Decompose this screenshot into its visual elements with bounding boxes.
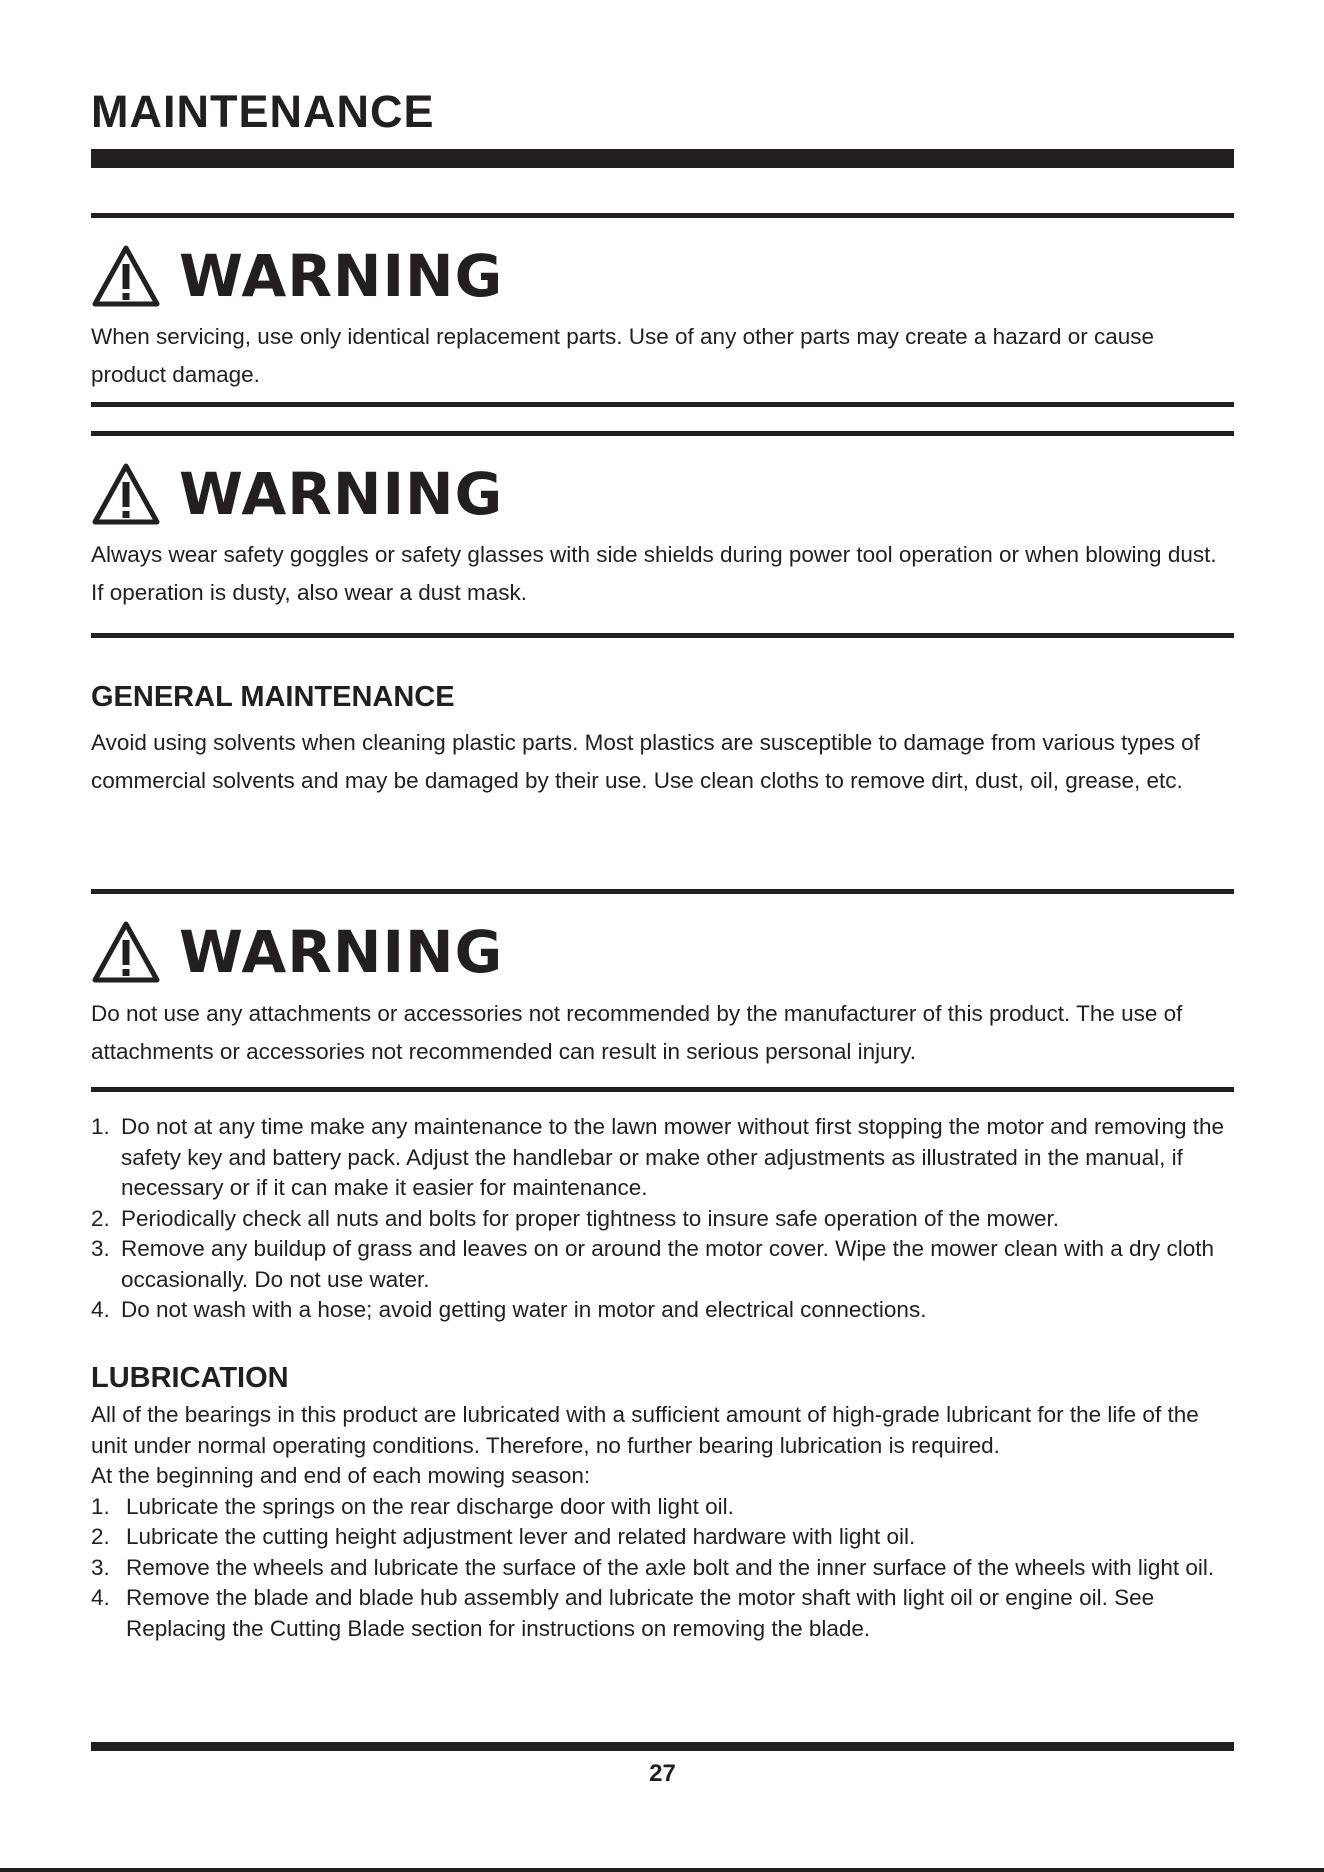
page-bottom-edge bbox=[0, 1868, 1324, 1872]
warning-bottom-rule bbox=[91, 402, 1234, 407]
list-item: 2. Periodically check all nuts and bolts for proper tightness to insure safe operation of the mower. bbox=[91, 1205, 1060, 1231]
warning-text: When servicing, use only identical replacement parts. Use of any other parts may create a hazard or cause product damage. bbox=[91, 324, 1155, 387]
warning-heading bbox=[91, 242, 503, 310]
list-item: 1. Do not at any time make any maintenance to the lawn mower without first stopping the motor and removing the safety key and battery pack. Adjust the handlebar or make other adjustments as illustrated in the manual, if necessary or if it can make it easier for maintenance. bbox=[91, 1114, 1225, 1200]
warning-heading bbox=[91, 460, 503, 528]
footer-rule bbox=[91, 1742, 1234, 1751]
warning-triangle-icon bbox=[91, 920, 161, 984]
warning-label: WARNING bbox=[179, 242, 504, 310]
list-item: 1. Lubricate the springs on the rear discharge door with light oil. bbox=[91, 1493, 734, 1519]
lubrication-body bbox=[91, 1400, 1234, 1644]
section-heading-lubrication: LUBRICATION bbox=[91, 1362, 289, 1394]
warning-top-rule bbox=[91, 431, 1234, 436]
warning-triangle-icon bbox=[91, 462, 161, 526]
page-title: MAINTENANCE bbox=[91, 86, 435, 137]
lubrication-intro: All of the bearings in this product are lubricated with a sufficient amount of high-grade lubricant for the life of the unit under normal operating conditions. Therefore, no further bearing lubrication is required. bbox=[91, 1402, 1199, 1458]
lubrication-steps-list bbox=[91, 1492, 1234, 1645]
warning-top-rule bbox=[91, 889, 1234, 894]
warning-bottom-rule bbox=[91, 633, 1234, 638]
warning-text: Do not use any attachments or accessories not recommended by the manufacturer of this product. The use of attachments or accessories not recommended can result in serious personal injury. bbox=[91, 1001, 1183, 1064]
maintenance-steps-list bbox=[91, 1112, 1234, 1326]
warning-top-rule bbox=[91, 213, 1234, 218]
list-item: 3. Remove any buildup of grass and leaves on or around the motor cover. Wipe the mower clean with a dry cloth occasionally. Do not use water. bbox=[91, 1236, 1215, 1292]
warning-text: Always wear safety goggles or safety glasses with side shields during power tool operation or when blowing dust. If operation is dusty, also wear a dust mask. bbox=[91, 542, 1217, 605]
list-item: 3. Remove the wheels and lubricate the surface of the axle bolt and the inner surface of the wheels with light oil. bbox=[91, 1554, 1215, 1580]
page-number: 27 bbox=[649, 1760, 676, 1787]
warning-label: WARNING bbox=[179, 918, 504, 986]
list-item: 4. Remove the blade and blade hub assembly and lubricate the motor shaft with light oil or engine oil. See Replacing the Cutting Blade section for instructions on removing the blade. bbox=[91, 1585, 1155, 1641]
warning-heading bbox=[91, 918, 503, 986]
list-item: 4. Do not wash with a hose; avoid getting water in motor and electrical connections. bbox=[91, 1297, 927, 1322]
lubrication-season: At the beginning and end of each mowing season: bbox=[91, 1463, 591, 1488]
warning-triangle-icon bbox=[91, 244, 161, 308]
section-heading-general-maintenance: GENERAL MAINTENANCE bbox=[91, 681, 455, 713]
warning-label: WARNING bbox=[179, 460, 504, 528]
list-item: 2. Lubricate the cutting height adjustment lever and related hardware with light oil. bbox=[91, 1524, 916, 1549]
title-bar-divider bbox=[91, 149, 1234, 168]
warning-bottom-rule bbox=[91, 1087, 1234, 1092]
general-maintenance-text: Avoid using solvents when cleaning plastic parts. Most plastics are susceptible to damage from various types of commercial solvents and may be damaged by their use. Use clean cloths to remove dirt, dust, oil, grease, etc. bbox=[91, 730, 1200, 793]
